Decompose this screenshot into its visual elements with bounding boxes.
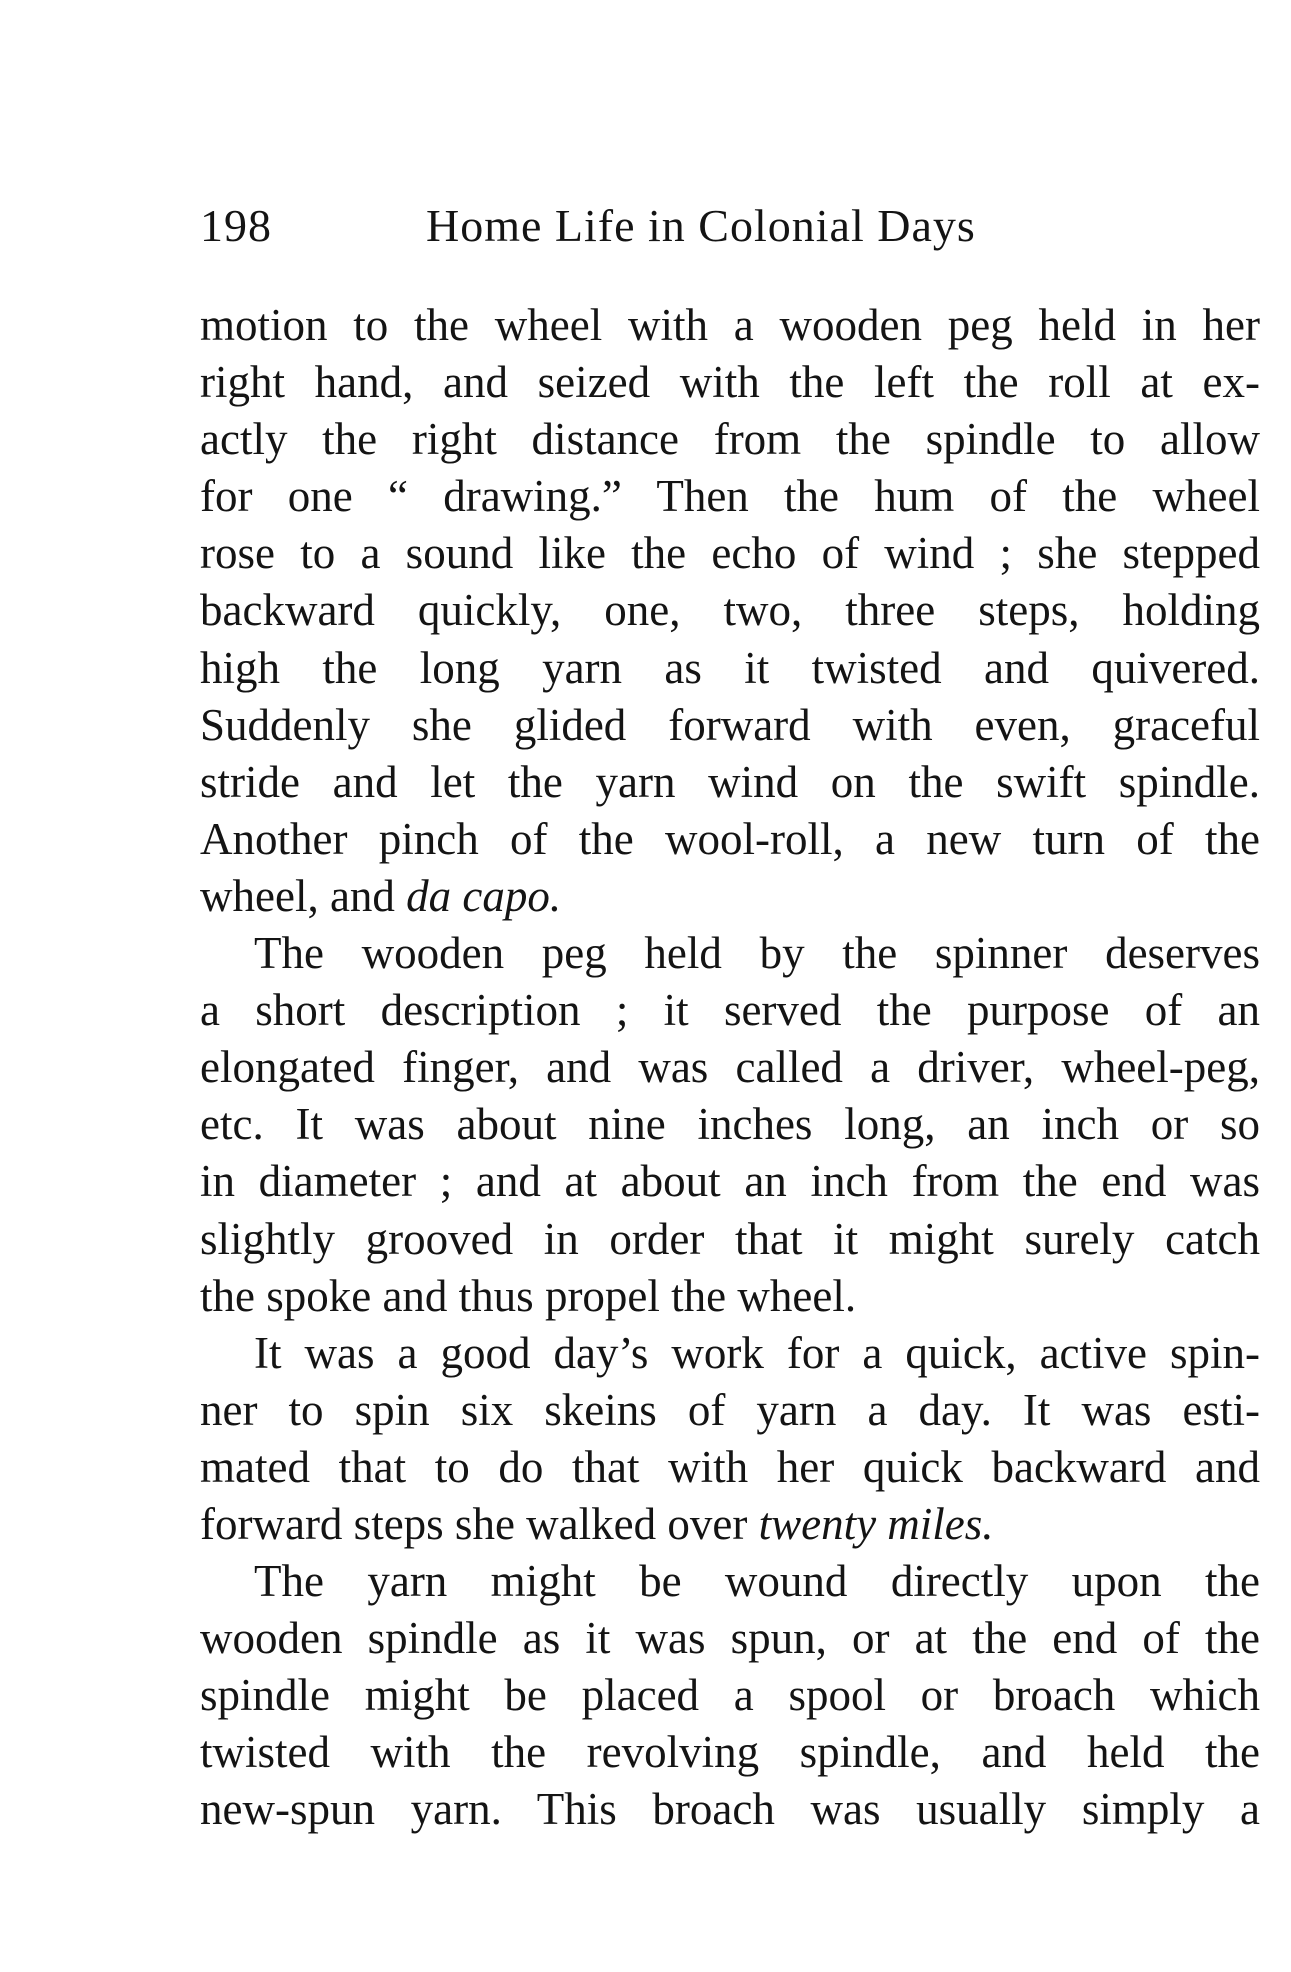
- text-run: wheel, and: [200, 870, 407, 921]
- text-line: It was a good day’s work for a quick, active spin-: [254, 1327, 1260, 1378]
- text-line: Suddenly she glided forward with even, graceful: [200, 699, 1260, 750]
- text-line: rose to a sound like the echo of wind ; she stepped: [200, 528, 1260, 579]
- text-line: for one “ drawing.” Then the hum of the wheel: [200, 471, 1260, 522]
- text-line: [200, 868, 1260, 925]
- text-line: etc. It was about nine inches long, an inch or so: [200, 1099, 1260, 1150]
- paragraph: [200, 1553, 1260, 1838]
- paragraph: [200, 1325, 1260, 1553]
- text-line: right hand, and seized with the left the roll at ex-: [200, 357, 1260, 408]
- running-head: Home Life in Colonial Days: [426, 200, 976, 251]
- paragraph: [200, 297, 1260, 925]
- text-line: elongated finger, and was called a driver, wheel-peg,: [200, 1042, 1260, 1093]
- text-line: a short description ; it served the purpose of an: [200, 985, 1260, 1036]
- text-line: in diameter ; and at about an inch from the end was: [200, 1156, 1260, 1207]
- page-header: [200, 196, 1260, 256]
- text-line: twisted with the revolving spindle, and held the: [200, 1727, 1260, 1778]
- text-line: spindle might be placed a spool or broach which: [200, 1670, 1260, 1721]
- text-run: forward steps she walked over: [200, 1498, 759, 1549]
- text-line: mated that to do that with her quick backward and: [200, 1441, 1260, 1492]
- text-line: The yarn might be wound directly upon the: [254, 1556, 1260, 1607]
- text-line: actly the right distance from the spindle to allow: [200, 414, 1260, 465]
- text-line: Another pinch of the wool-roll, a new turn of the: [200, 813, 1260, 864]
- text-line: motion to the wheel with a wooden peg held in her: [200, 300, 1260, 350]
- text-line: The wooden peg held by the spinner deserves: [254, 928, 1260, 979]
- text-line: slightly grooved in order that it might surely catch: [200, 1213, 1260, 1264]
- text-line: the spoke and thus propel the wheel.: [200, 1270, 857, 1321]
- text-line: new-spun yarn. This broach was usually simply a: [200, 1784, 1260, 1835]
- body-text: [200, 297, 1260, 1839]
- text-line: ner to spin six skeins of yarn a day. It was esti-: [200, 1384, 1260, 1435]
- paragraph: [200, 925, 1260, 1325]
- text-line: [200, 1496, 1260, 1553]
- page-number: 198: [200, 200, 272, 251]
- italic-text: da capo.: [406, 870, 562, 921]
- text-line: high the long yarn as it twisted and quivered.: [200, 642, 1260, 693]
- text-line: backward quickly, one, two, three steps, holding: [200, 585, 1260, 636]
- italic-text: twenty miles.: [758, 1498, 994, 1549]
- text-line: stride and let the yarn wind on the swift spindle.: [200, 756, 1260, 807]
- text-line: wooden spindle as it was spun, or at the end of the: [200, 1613, 1260, 1664]
